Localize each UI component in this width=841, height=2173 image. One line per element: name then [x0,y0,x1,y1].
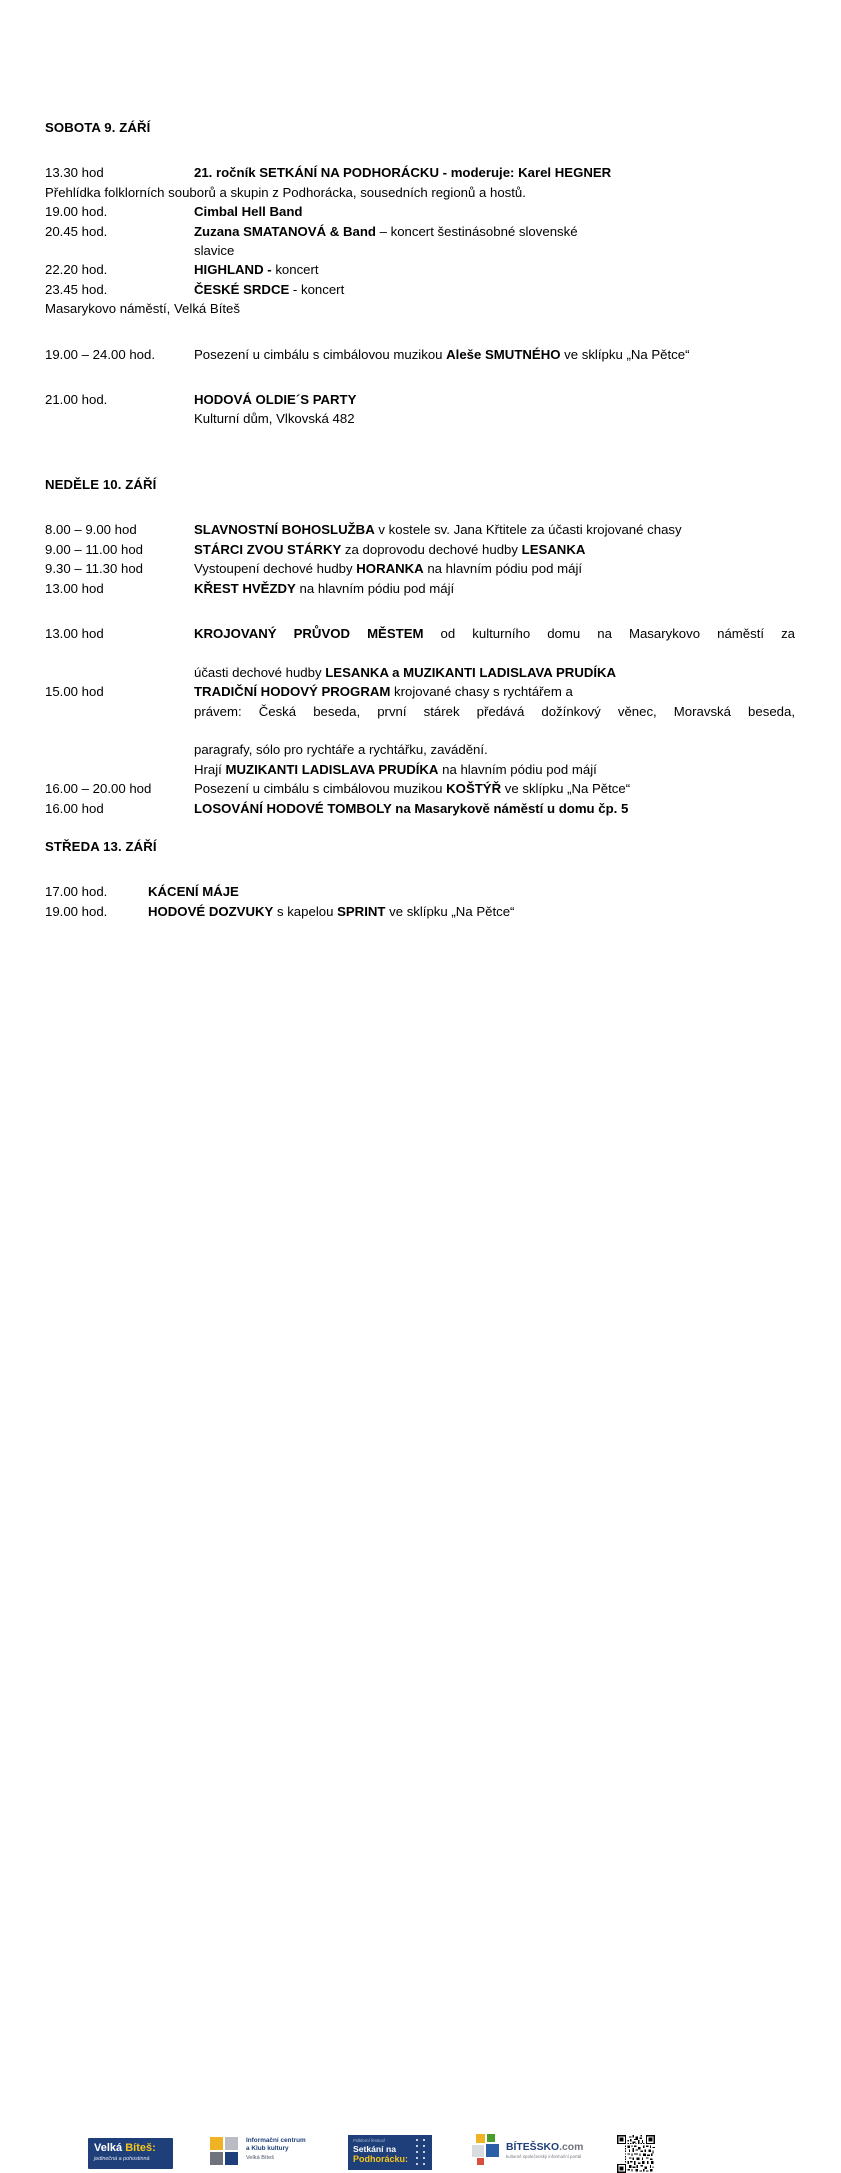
event-description [148,902,795,921]
event-description [194,624,795,663]
event-time: 16.00 hod [45,800,104,816]
spacer [45,319,795,345]
block-grey-icon [472,2145,484,2157]
event-time: 19.00 hod. [45,204,108,220]
event-note-line: Přehlídka folklorních souborů a skupin z Podhorácka, sousedních regionů a hostů. [45,184,526,200]
logo-bitessko [472,2133,592,2171]
schedule-row [45,345,795,364]
event-description [194,682,795,701]
event-text-post: ve sklípku „Na Pětce“ [501,781,631,797]
event-description [194,579,795,598]
schedule-row [45,779,795,798]
logo-velka-bites [88,2138,173,2169]
venue-line: Kulturní dům, Vlkovská 482 [194,411,355,427]
schedule-row [45,260,795,279]
event-description [194,520,795,539]
event-text-pre: Posezení u cimbálu s cimbálovou muzikou [194,346,447,362]
event-description [194,540,795,559]
event-performer: SPRINT [337,903,386,919]
schedule-row [45,163,795,182]
event-text-post: v kostele sv. Jana Křtitele za účasti krojované chasy [374,522,682,538]
event-title: HODOVÉ DOZVUKY [148,903,274,919]
event-time: 17.00 hod. [45,884,108,900]
event-title: LOSOVÁNÍ HODOVÉ TOMBOLY na Masarykově náměstí u domu čp. 5 [194,800,629,816]
event-title: SLAVNOSTNÍ BOHOSLUŽBA [194,522,375,538]
event-description [194,163,795,182]
logo-informacni-centrum [210,2135,320,2171]
spacer [45,429,795,475]
block-blue-icon [486,2144,499,2157]
qr-code-svg [617,2135,655,2173]
schedule-row [45,902,795,921]
event-time: 20.45 hod. [45,223,108,239]
schedule-row [45,624,795,663]
schedule-row [45,882,795,901]
schedule-row [45,559,795,578]
logo-velka-bites-tagline: jedinečná a pohostinná [94,2156,150,2162]
event-description [194,779,795,798]
event-performer: Aleše SMUTNÉHO [446,346,561,362]
spacer [45,364,795,390]
event-title: 21. ročník SETKÁNÍ NA PODHORÁCKU - moderuje: Karel HEGNER [194,165,612,181]
schedule-row [45,390,795,409]
event-performer: HORANKA [356,561,424,577]
spacer [45,856,795,882]
spacer [45,494,795,520]
event-title: KÁCENÍ MÁJE [148,884,239,900]
event-title: Cimbal Hell Band [194,204,303,220]
logo-bitessko-name [506,2142,583,2153]
block-yellow-icon [476,2134,485,2143]
event-title: Zuzana SMATANOVÁ & Band [194,223,376,239]
logo-setkani-line-1: Setkání na [353,2144,396,2154]
event-text-post: ve sklípku „Na Pětce“ [560,346,690,362]
event-time: 9.30 – 11.30 hod [45,561,144,577]
square-blue-icon [225,2152,238,2165]
logo-word-velka: Velká [94,2142,126,2154]
schedule-row [45,280,795,299]
logo-line-3: Velká Bíteš [246,2154,274,2161]
event-performer: MUZIKANTI LADISLAVA PRUDÍKA [225,761,439,777]
event-description [194,559,795,578]
event-time: 22.20 hod. [45,262,108,278]
event-time: 21.00 hod. [45,392,108,408]
event-time: 9.00 – 11.00 hod [45,541,144,557]
event-title: ČESKÉ SRDCE [194,281,290,297]
event-continuation-line: slavice [194,243,235,259]
day-heading-wednesday: STŘEDA 13. ZÁŘÍ [45,838,157,854]
event-description [194,202,795,221]
event-description [194,345,795,364]
venue-line: Masarykovo náměstí, Velká Bíteš [45,301,240,317]
logo-setkani-na-podhoracku [348,2135,432,2170]
event-subtitle: koncert [271,262,319,278]
event-subtitle: – koncert šestinásobné slovenské [375,223,578,239]
spacer [45,137,795,163]
event-continuation-line [194,663,795,682]
event-text-post: na hlavním pódiu pod májí [423,561,583,577]
perforation-icon [416,2135,428,2170]
logo-bitessko-word: BÍTEŠSKO [506,2142,560,2153]
event-description [148,882,795,901]
logo-bitessko-domain: .com [559,2142,584,2153]
colored-blocks-icon [472,2134,504,2166]
event-title: KŘEST HVĚZDY [194,580,296,596]
event-time: 13.00 hod [45,580,104,596]
event-continuation-line: paragrafy, sólo pro rychtáře a rychtářku, zavádění. [194,742,488,758]
event-time: 13.30 hod [45,165,104,181]
event-continuation-line [194,760,795,779]
spacer [45,818,795,837]
logo-setkani-tiny: Folklorní festival [353,2138,385,2143]
day-heading-sunday: NEDĚLE 10. ZÁŘÍ [45,476,157,492]
event-text-pre: Posezení u cimbálu s cimbálovou muzikou [194,781,447,797]
event-text-mid: s kapelou [273,903,338,919]
event-time: 23.45 hod. [45,281,108,297]
event-time: 13.00 hod [45,625,104,641]
programme-content [45,118,795,921]
logo-velka-bites-name [94,2142,173,2154]
logo-bitessko-slogan: kulturně společenský informační portál [506,2154,582,2159]
qr-code-icon [617,2135,655,2173]
event-time: 15.00 hod [45,684,104,700]
block-green-icon [487,2134,495,2142]
event-performer: LESANKA a MUZIKANTI LADISLAVA PRUDÍKA [325,664,617,680]
event-description [194,222,795,241]
squares-icon [210,2137,240,2167]
event-subtitle: - koncert [289,281,345,297]
logo-informacni-centrum-text [246,2137,306,2162]
square-grey-icon [225,2137,238,2150]
logo-word-bites: Bíteš: [125,2142,156,2154]
spacer [45,598,795,624]
block-red-icon [477,2158,484,2165]
event-text-pre: Vystoupení dechové hudby [194,561,357,577]
event-text-post: na hlavním pódiu pod májí [438,761,597,777]
event-continuation-line: právem: Česká beseda, první stárek předává dožínkový věnec, Moravská beseda, [194,703,795,719]
event-title: KROJOVANÝ PRŮVOD MĚSTEM [194,625,424,641]
event-description [194,280,795,299]
footer-logo-bar [0,1063,841,2164]
schedule-row [45,540,795,559]
event-text-post: krojované chasy s rychtářem a [390,684,573,700]
event-time: 16.00 – 20.00 hod [45,781,152,797]
event-time: 19.00 – 24.00 hod. [45,346,155,362]
logo-line-2: a Klub kultury [246,2145,289,2153]
event-text-post: ve sklípku „Na Pětce“ [385,903,515,919]
event-description [194,390,795,409]
logo-setkani-line-2: Podhorácku: [353,2154,409,2164]
event-text-pre: účasti dechové hudby [194,664,326,680]
square-yellow-icon [210,2137,223,2150]
event-time: 19.00 hod. [45,903,108,919]
schedule-row [45,520,795,539]
event-description [194,260,795,279]
day-heading-saturday: SOBOTA 9. ZÁŘÍ [45,120,151,135]
event-text-post: za doprovodu dechové hudby [341,541,522,557]
event-text-pre: Hrají [194,761,226,777]
event-text-post: na hlavním pódiu pod májí [295,580,455,596]
schedule-row [45,799,795,818]
schedule-row [45,202,795,221]
event-performer: LESANKA [521,541,586,557]
event-performer: KOŠTÝŘ [446,781,502,797]
event-text-post: od kulturního domu na Masarykovo náměstí za [423,625,795,641]
schedule-row [45,222,795,241]
event-time: 8.00 – 9.00 hod [45,522,137,538]
schedule-row [45,682,795,701]
logo-line-1: Informační centrum [246,2137,306,2144]
square-darkgrey-icon [210,2152,223,2165]
schedule-row [45,579,795,598]
event-description [194,799,795,818]
event-title: STÁRCI ZVOU STÁRKY [194,541,342,557]
event-title: TRADIČNÍ HODOVÝ PROGRAM [194,684,391,700]
event-title: HIGHLAND - [194,262,272,278]
event-title: HODOVÁ OLDIE´S PARTY [194,392,357,408]
